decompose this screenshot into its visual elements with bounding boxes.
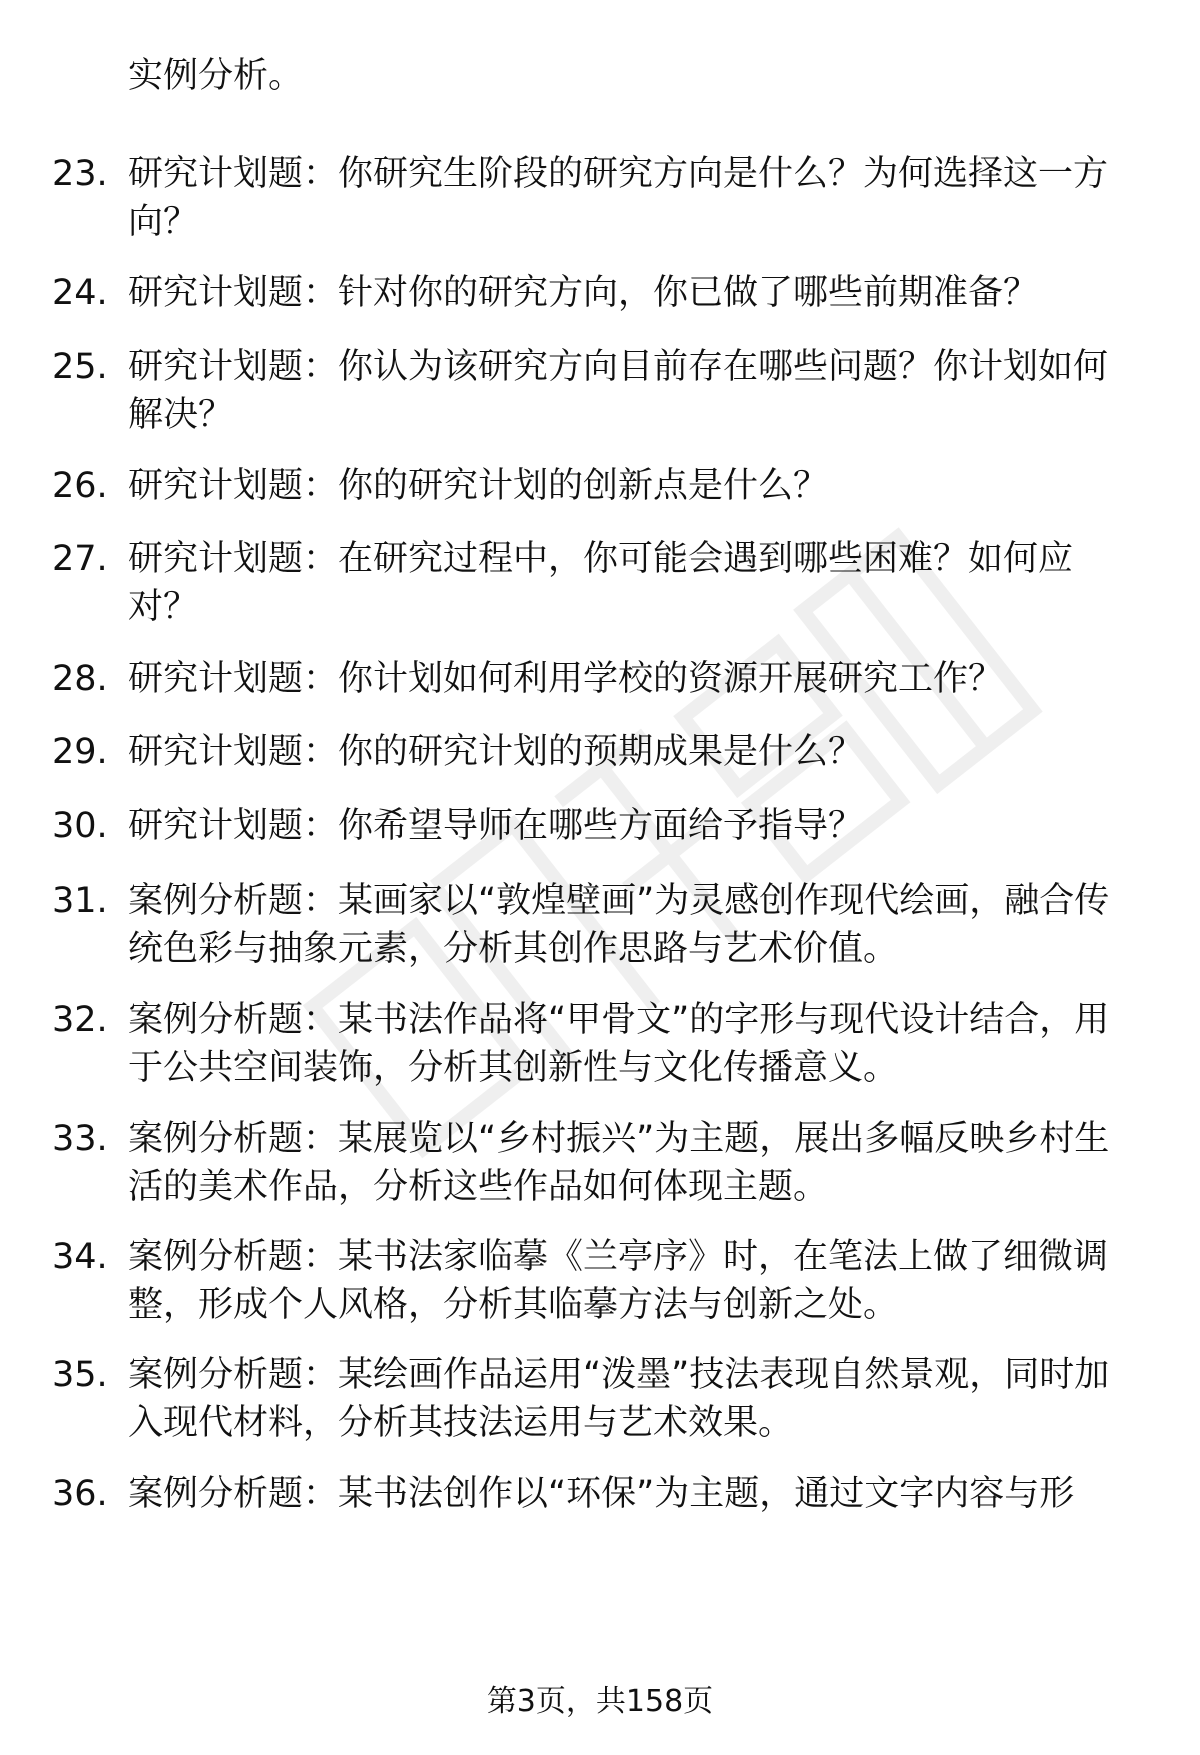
item-number: 29. bbox=[52, 732, 108, 772]
item-number: 35. bbox=[52, 1355, 108, 1395]
item-text: 研究计划题：你计划如何利用学校的资源开展研究工作？ bbox=[128, 659, 1004, 699]
item-number: 27. bbox=[52, 539, 108, 579]
item-text: 案例分析题：某绘画作品运用“泼墨”技法表现自然景观，同时加入现代材料，分析其技法运用与艺术效果。 bbox=[128, 1355, 1110, 1443]
item-text: 研究计划题：在研究过程中，你可能会遇到哪些困难？如何应对？ bbox=[128, 539, 1074, 627]
page-footer: 第3页，共158页 bbox=[0, 1680, 1200, 1724]
item-number: 25. bbox=[52, 347, 108, 387]
item-text: 研究计划题：你的研究计划的创新点是什么？ bbox=[128, 466, 829, 506]
item-number: 24. bbox=[52, 273, 108, 313]
item-text: 案例分析题：某书法作品将“甲骨文”的字形与现代设计结合，用于公共空间装饰，分析其创新性与文化传播意义。 bbox=[128, 1000, 1110, 1088]
item-number: 23. bbox=[52, 154, 108, 194]
item-number: 34. bbox=[52, 1237, 108, 1277]
continuation-text: 实例分析。 bbox=[128, 56, 304, 96]
item-text: 研究计划题：你研究生阶段的研究方向是什么？为何选择这一方向？ bbox=[128, 154, 1109, 242]
item-text: 研究计划题：针对你的研究方向，你已做了哪些前期准备？ bbox=[128, 273, 1039, 313]
item-text: 研究计划题：你希望导师在哪些方面给予指导？ bbox=[128, 806, 864, 846]
item-number: 31. bbox=[52, 881, 108, 921]
item-text: 案例分析题：某画家以“敦煌壁画”为灵感创作现代绘画，融合传统色彩与抽象元素，分析其创作思路与艺术价值。 bbox=[128, 881, 1110, 969]
item-text: 研究计划题：你的研究计划的预期成果是什么？ bbox=[128, 732, 864, 772]
item-text: 研究计划题：你认为该研究方向目前存在哪些问题？你计划如何解决？ bbox=[128, 347, 1109, 435]
item-number: 26. bbox=[52, 466, 108, 506]
item-text: 案例分析题：某书法家临摹《兰亭序》时，在笔法上做了细微调整，形成个人风格，分析其临摹方法与创新之处。 bbox=[128, 1237, 1109, 1325]
item-number: 28. bbox=[52, 659, 108, 699]
item-number: 36. bbox=[52, 1474, 108, 1514]
item-number: 30. bbox=[52, 806, 108, 846]
item-number: 33. bbox=[52, 1119, 108, 1159]
item-text: 案例分析题：某展览以“乡村振兴”为主题，展出多幅反映乡村生活的美术作品，分析这些作品如何体现主题。 bbox=[128, 1119, 1110, 1207]
item-text: 案例分析题：某书法创作以“环保”为主题，通过文字内容与形 bbox=[128, 1474, 1075, 1514]
item-number: 32. bbox=[52, 1000, 108, 1040]
